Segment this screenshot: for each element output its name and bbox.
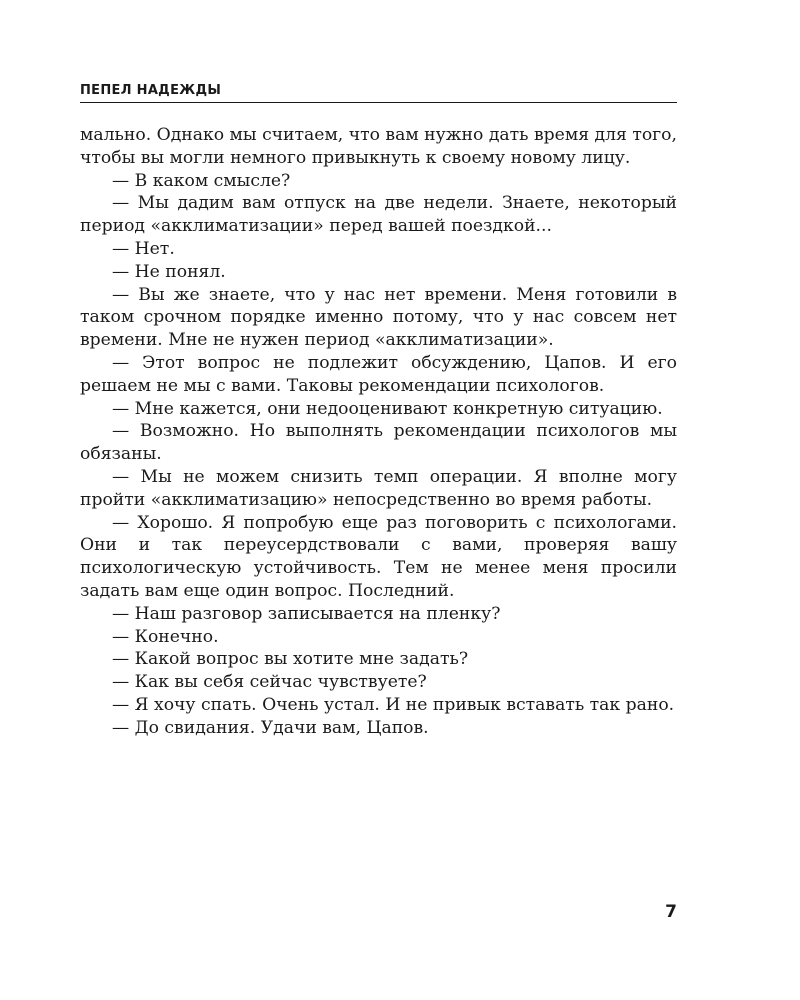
paragraph: — Вы же знаете, что у нас нет времени. Меня готовили в таком срочном порядке именно потому, что у нас совсем нет времени. Мне не нужен период «акклиматизации».: [80, 284, 677, 351]
page-number: 7: [665, 902, 677, 922]
paragraph: — Я хочу спать. Очень устал. И не привык вставать так рано.: [112, 694, 675, 715]
paragraph: — Нет.: [112, 238, 175, 259]
paragraph: — Конечно.: [112, 626, 219, 647]
paragraph: — Мы не можем снизить темп операции. Я вполне могу пройти «акклиматизацию» непосредственно во время работы.: [80, 466, 677, 510]
running-title: ПЕПЕЛ НАДЕЖДЫ: [80, 83, 222, 98]
paragraph: — Этот вопрос не подлежит обсуждению, Цапов. И его решаем не мы с вами. Таковы рекомендации психологов.: [80, 352, 677, 396]
paragraph: — Мы дадим вам отпуск на две недели. Знаете, некоторый период «акклиматизации» перед вашей поездкой...: [80, 193, 677, 237]
body-text: [80, 124, 677, 740]
paragraph: — Хорошо. Я попробую еще раз поговорить с психологами. Они и так переусердствовали с вами, проверяя вашу психологическую устойчивость. Тем не менее меня просили задать вам еще один вопрос. Последний.: [80, 512, 677, 601]
running-head: [80, 80, 677, 103]
paragraph: — Мне кажется, они недооценивают конкретную ситуацию.: [112, 398, 663, 419]
paragraph: — Возможно. Но выполнять рекомендации психологов мы обязаны.: [80, 421, 677, 465]
paragraph: — В каком смысле?: [112, 170, 291, 191]
paragraph: — Какой вопрос вы хотите мне задать?: [112, 649, 469, 670]
paragraph: — До свидания. Удачи вам, Цапов.: [112, 717, 429, 738]
paragraph: — Не понял.: [112, 261, 226, 282]
paragraph: — Наш разговор записывается на пленку?: [112, 603, 501, 624]
paragraph: мально. Однако мы считаем, что вам нужно дать время для того, чтобы вы могли немного привыкнуть к своему новому лицу.: [80, 125, 677, 168]
paragraph: — Как вы себя сейчас чувствуете?: [112, 672, 427, 693]
